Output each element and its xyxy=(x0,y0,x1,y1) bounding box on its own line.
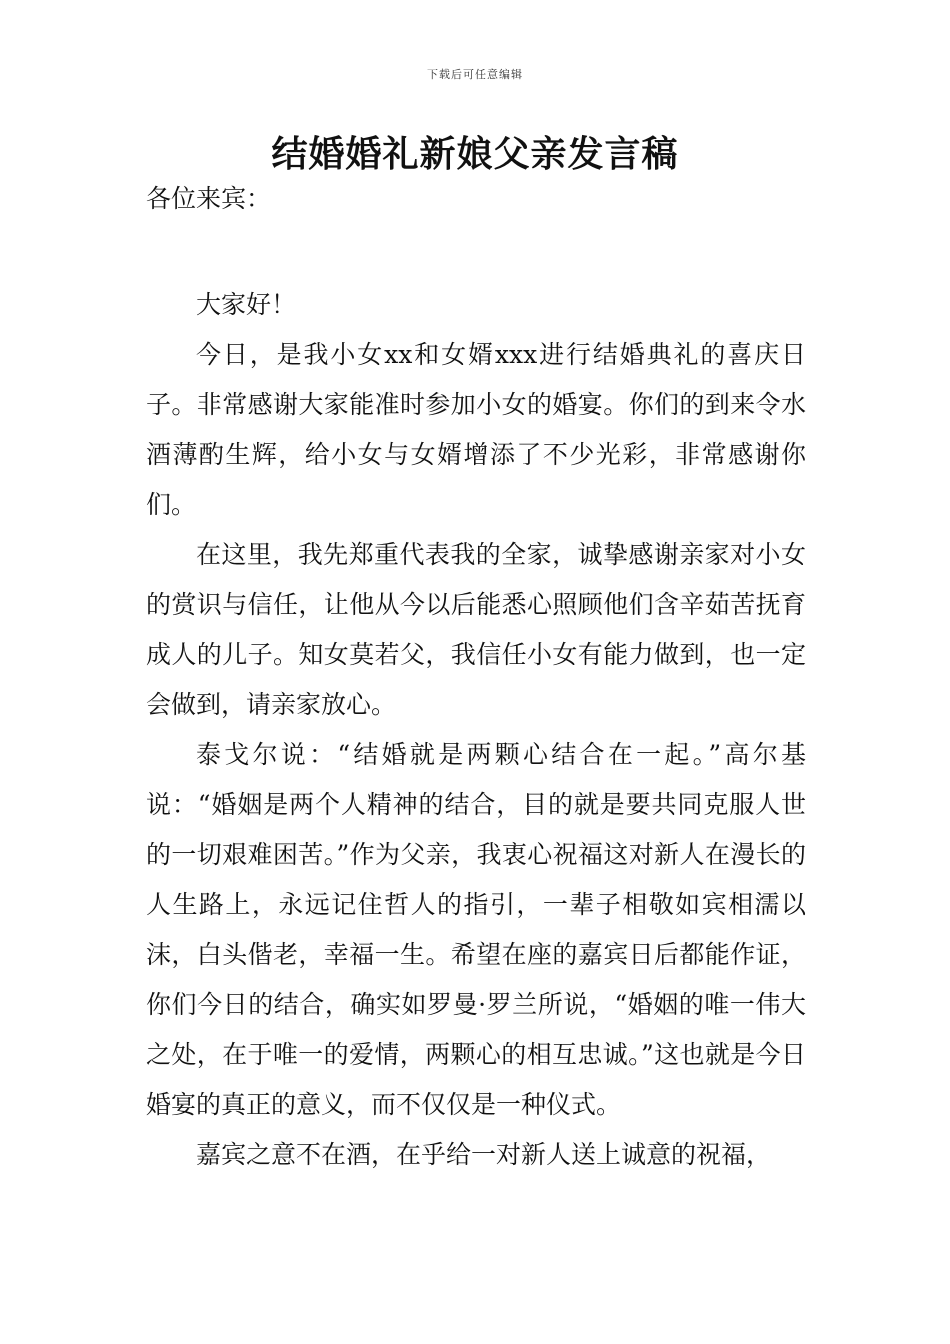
paragraph-thanks: 今日，是我小女xx和女婿xxx进行结婚典礼的喜庆日子。非常感谢大家能准时参加小女的婚宴。你们的到来令水酒薄酌生辉，给小女与女婿增添了不少光彩，非常感谢你们。 xyxy=(146,340,806,519)
salutation: 各位来宾： xyxy=(146,184,272,213)
header-note: 下载后可任意编辑 xyxy=(427,68,523,81)
paragraph-quotes: 泰戈尔说：“结婚就是两颗心结合在一起。”高尔基说：“婚姻是两个人精神的结合，目的就是要共同克服人世的一切艰难困苦。”作为父亲，我衷心祝福这对新人在漫长的人生路上，永远记住哲人的指引，一辈子相敬如宾相濡以沫，白头偕老，幸福一生。希望在座的嘉宾日后都能作证，你们今日的结合，确实如罗曼·罗兰所说，“婚姻的唯一伟大之处，在于唯一的爱情，两颗心的相互忠诚。”这也就是今日婚宴的真正的意义，而不仅仅是一种仪式。 xyxy=(146,740,806,1119)
paragraph-in-laws: 在这里，我先郑重代表我的全家，诚挚感谢亲家对小女的赏识与信任，让他从今以后能悉心照顾他们含辛茹苦抚育成人的儿子。知女莫若父，我信任小女有能力做到，也一定会做到，请亲家放心。 xyxy=(146,540,806,719)
document-title: 结婚婚礼新娘父亲发言稿 xyxy=(271,134,679,175)
paragraph-greeting: 大家好！ xyxy=(196,290,297,319)
paragraph-guests: 嘉宾之意不在酒，在乎给一对新人送上诚意的祝福， xyxy=(196,1140,772,1169)
document-body xyxy=(146,280,806,1180)
